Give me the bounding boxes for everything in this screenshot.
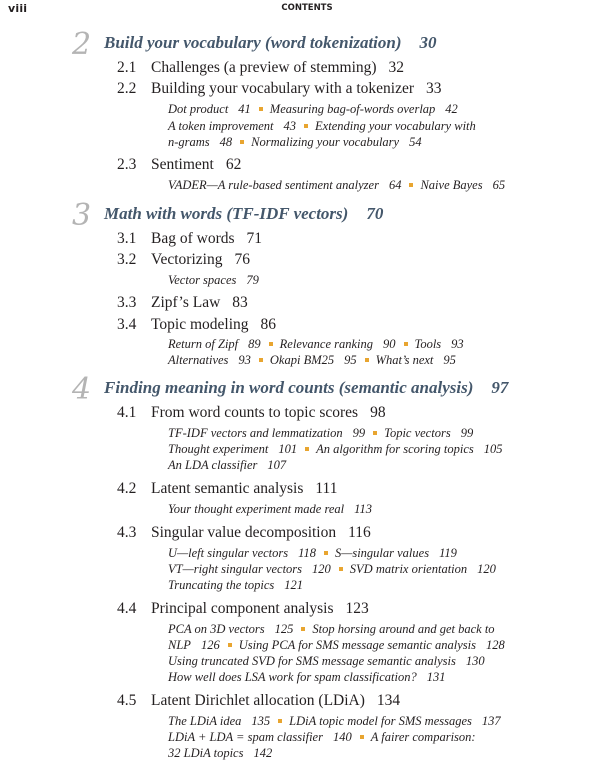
section-title: Zipf’s Law: [151, 294, 221, 311]
chapter-page: 30: [419, 33, 437, 52]
running-title: CONTENTS: [281, 3, 333, 13]
chapter-title: Math with words (TF-IDF vectors) 70: [104, 204, 384, 223]
section-title: Principal component analysis: [151, 600, 334, 617]
section-entry: 2.1 Challenges (a preview of stemming) 32: [117, 59, 405, 76]
section-page: 116: [348, 524, 371, 541]
section-title: Sentiment: [151, 156, 214, 173]
bullet-separator: [373, 431, 377, 435]
bullet-separator: [304, 124, 308, 128]
bullet-separator: [305, 447, 309, 451]
chapter-page: 70: [366, 204, 384, 223]
bullet-separator: [278, 719, 282, 723]
bullet-separator: [269, 342, 273, 346]
section-title: Challenges (a preview of stemming): [151, 59, 377, 76]
subsection-line: How well does LSA work for spam classification? 131: [168, 670, 446, 684]
section-page: 86: [260, 316, 276, 333]
section-entry: 4.4 Principal component analysis 123: [117, 600, 369, 617]
bullet-separator: [324, 551, 328, 555]
section-entry: 4.5 Latent Dirichlet allocation (LDiA) 134: [117, 692, 401, 709]
section-page: 123: [345, 600, 369, 617]
bullet-separator: [365, 358, 369, 362]
subsection-line: Return of Zipf 89 Relevance ranking 90 Tools 93: [168, 337, 464, 351]
subsection-line: Thought experiment 101 An algorithm for scoring topics 105: [168, 442, 503, 456]
section-page: 33: [426, 80, 442, 97]
section-entry: 3.4 Topic modeling 86: [117, 316, 276, 333]
section-title: Topic modeling: [151, 316, 249, 333]
section-page: 134: [376, 692, 401, 709]
section-title: Latent Dirichlet allocation (LDiA): [151, 692, 365, 709]
subsection-line: TF-IDF vectors and lemmatization 99 Topic vectors 99: [168, 426, 474, 440]
section-title: Bag of words: [151, 230, 235, 247]
page-number: viii: [8, 2, 28, 15]
subsection-line: NLP 126 Using PCA for SMS message semantic analysis 128: [168, 638, 505, 652]
section-page: 76: [234, 251, 250, 268]
chapter-page: 97: [491, 378, 509, 397]
chapter-title: Build your vocabulary (word tokenization) 30: [104, 33, 437, 52]
section-page: 111: [315, 480, 338, 497]
subsection-line: Your thought experiment made real 113: [168, 502, 372, 516]
section-entry: 3.1 Bag of words 71: [117, 230, 263, 247]
section-entry: 2.2 Building your vocabulary with a tokenizer 33: [117, 80, 442, 97]
bullet-separator: [404, 342, 408, 346]
bullet-separator: [301, 627, 305, 631]
subsection-line: An LDA classifier 107: [168, 458, 287, 472]
chapter-title: Finding meaning in word counts (semantic analysis) 97: [104, 378, 509, 397]
subsection-line: The LDiA idea 135 LDiA topic model for SMS messages 137: [168, 714, 501, 728]
section-entry: 2.3 Sentiment 62: [117, 156, 242, 173]
section-title: Building your vocabulary with a tokenizer: [151, 80, 415, 97]
subsection-line: Vector spaces 79: [168, 273, 259, 287]
section-page: 71: [246, 230, 263, 247]
section-entry: 3.2 Vectorizing 76: [117, 251, 250, 268]
subsection-line: n-grams 48 Normalizing your vocabulary 54: [168, 135, 422, 149]
section-title: Vectorizing: [151, 251, 223, 268]
chapter-number: 2: [72, 27, 92, 62]
section-entry: 4.2 Latent semantic analysis 111: [117, 480, 338, 497]
section-entry: 3.3 Zipf’s Law 83: [117, 294, 248, 311]
subsection-line: A token improvement 43 Extending your vocabulary with: [168, 119, 476, 133]
section-page: 62: [225, 156, 242, 173]
section-entry: 4.3 Singular value decomposition 116: [117, 524, 371, 541]
subsection-line: Dot product 41 Measuring bag-of-words overlap 42: [168, 102, 458, 116]
subsection-line: Truncating the topics 121: [168, 578, 303, 592]
subsection-line: PCA on 3D vectors 125 Stop horsing around and get back to: [168, 622, 495, 636]
subsection-line: LDiA + LDA = spam classifier 140 A fairer comparison:: [168, 730, 476, 744]
section-title: Singular value decomposition: [151, 524, 337, 541]
running-header: [0, 2, 614, 16]
subsection-line: Using truncated SVD for SMS message semantic analysis 130: [168, 654, 485, 668]
section-page: 98: [370, 404, 386, 421]
bullet-separator: [228, 643, 232, 647]
subsection-line: VADER—A rule-based sentiment analyzer 64 Naive Bayes 65: [168, 178, 506, 192]
chapter-number: 4: [72, 372, 92, 407]
bullet-separator: [259, 358, 263, 362]
subsection-line: 32 LDiA topics 142: [168, 746, 273, 760]
bullet-separator: [259, 107, 263, 111]
section-title: Latent semantic analysis: [151, 480, 304, 497]
section-page: 32: [388, 59, 405, 76]
subsection-line: Alternatives 93 Okapi BM25 95 What’s next 95: [168, 353, 456, 367]
subsection-line: U—left singular vectors 118 S—singular values 119: [168, 546, 457, 560]
subsection-line: VT—right singular vectors 120 SVD matrix orientation 120: [168, 562, 496, 576]
bullet-separator: [409, 183, 413, 187]
chapter-number: 3: [72, 198, 92, 233]
section-entry: 4.1 From word counts to topic scores 98: [117, 404, 386, 421]
section-title: From word counts to topic scores: [151, 404, 359, 421]
section-page: 83: [232, 294, 248, 311]
bullet-separator: [360, 735, 364, 739]
bullet-separator: [240, 140, 244, 144]
bullet-separator: [339, 567, 343, 571]
